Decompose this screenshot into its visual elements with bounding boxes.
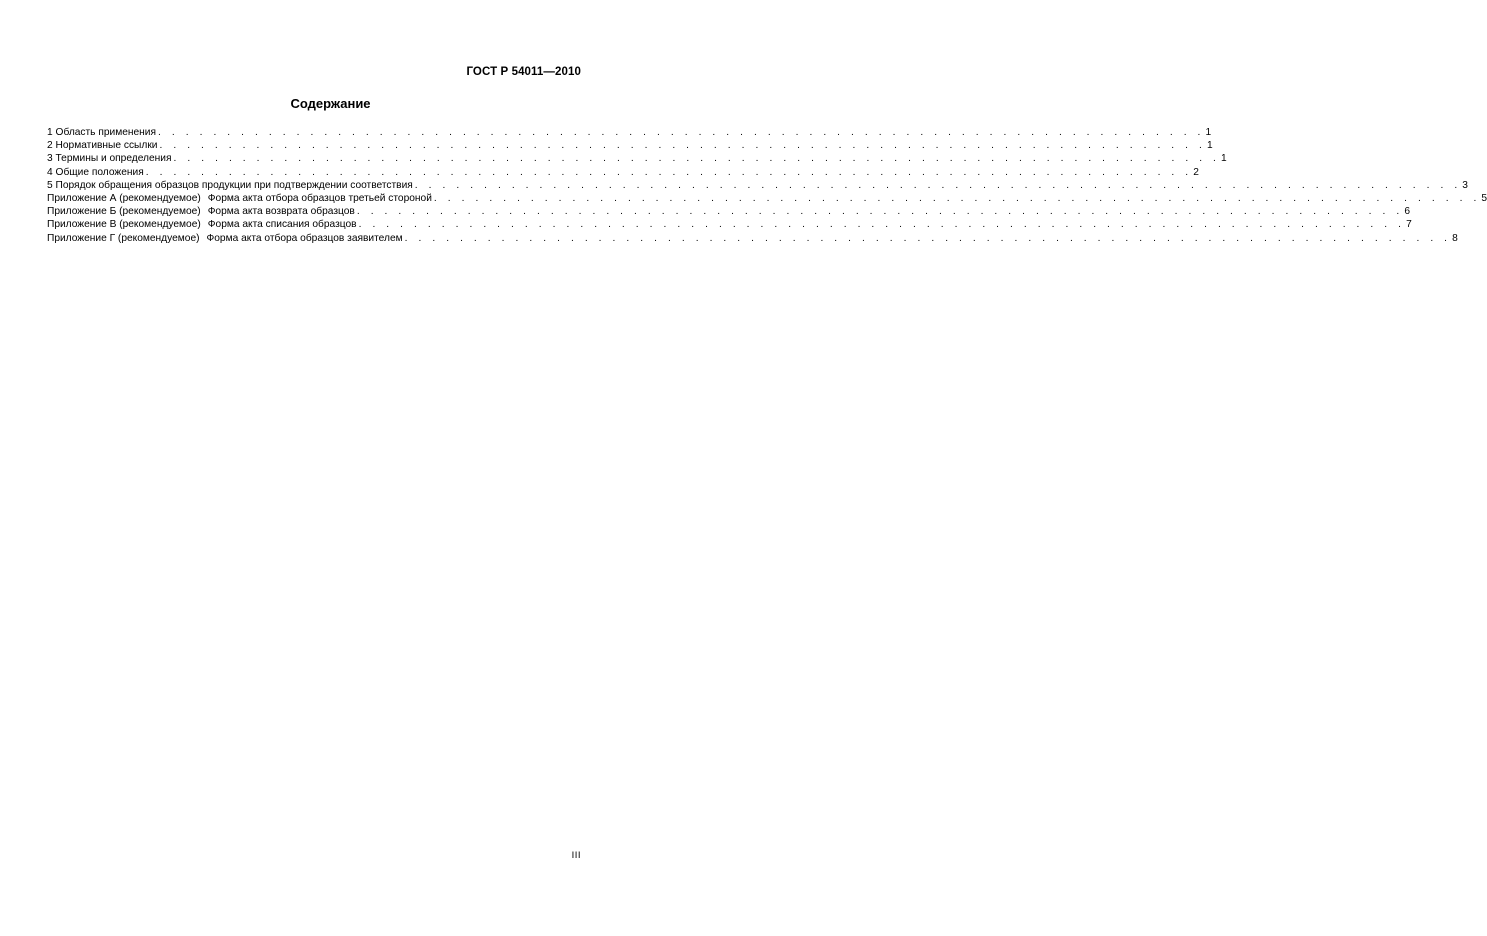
toc-entry-page: 1 [1206,140,1213,152]
toc-entry-page: 8 [1452,232,1458,244]
toc-entry-label [47,126,158,139]
toc-entry-title: Общие положения [55,166,144,178]
toc-entry-label [47,179,415,192]
toc-entry-4[interactable] [47,166,1199,179]
toc-entry-page: 2 [1193,166,1199,178]
toc-entry-number: 5 [47,179,53,191]
table-of-contents [47,126,1487,245]
toc-entry-label [47,232,405,245]
toc-leader-dots: . . . . . . . . . . . . . . . . . . . . . . . . . . . . . . . . . . . . . . . . . . . . . . . . . . . . . . . . . . . . . . . . . . . . . . . . . . . . [404,232,1452,244]
toc-leader-dots: . . . . . . . . . . . . . . . . . . . . . . . . . . . . . . . . . . . . . . . . . . . . . . . . . . . . . . . . . . . . . . . . . . . . . . . . . . . . [433,192,1481,204]
toc-appendix-label: Приложение А (рекомендуемое) [47,192,201,204]
toc-entry-label [47,218,359,231]
toc-leader-dots: . . . . . . . . . . . . . . . . . . . . . . . . . . . . . . . . . . . . . . . . . . . . . . . . . . . . . . . . . . . . . . . . . . . . . . . . . . . . [158,127,1205,138]
document-header-code: ГОСТ Р 54011—2010 [466,66,581,78]
toc-entry-title: Термины и определения [55,153,172,165]
toc-title: Содержание [290,96,371,111]
toc-entry-title: Форма акта возврата образцов [207,206,355,218]
toc-entry-appendix-a[interactable] [47,192,1487,205]
toc-appendix-label: Приложение Г (рекомендуемое) [47,232,200,244]
toc-entry-page: 7 [1406,219,1412,231]
toc-entry-page: 1 [1221,153,1227,165]
toc-leader-dots: . . . . . . . . . . . . . . . . . . . . . . . . . . . . . . . . . . . . . . . . . . . . . . . . . . . . . . . . . . . . . . . . . . . . . . . . . . . . [145,166,1193,178]
toc-entry-appendix-v[interactable] [47,218,1412,231]
toc-entry-appendix-g[interactable] [47,232,1458,245]
toc-entry-label [47,205,357,218]
toc-entry-number: 2 [47,140,53,152]
toc-entry-label [47,152,174,165]
toc-entry-page: 6 [1404,206,1410,218]
toc-leader-dots: . . . . . . . . . . . . . . . . . . . . . . . . . . . . . . . . . . . . . . . . . . . . . . . . . . . . . . . . . . . . . . . . . . . . . . . . . . . . [356,206,1404,218]
toc-appendix-label: Приложение В (рекомендуемое) [47,219,201,231]
toc-entry-title: Область применения [55,127,156,138]
toc-entry-page: 1 [1205,127,1212,138]
toc-entry-2[interactable] [47,139,1213,152]
toc-entry-title: Форма акта списания образцов [207,219,357,231]
page-number: III [571,850,581,861]
toc-entry-label [47,166,146,179]
toc-leader-dots: . . . . . . . . . . . . . . . . . . . . . . . . . . . . . . . . . . . . . . . . . . . . . . . . . . . . . . . . . . . . . . . . . . . . . . . . . . . . [173,153,1220,165]
toc-entry-number: 4 [47,166,53,178]
toc-entry-page: 5 [1481,192,1487,204]
toc-entry-title: Форма акта отбора образцов третьей стороной [207,192,432,204]
toc-leader-dots: . . . . . . . . . . . . . . . . . . . . . . . . . . . . . . . . . . . . . . . . . . . . . . . . . . . . . . . . . . . . . . . . . . . . . . . . . . . . [358,219,1406,231]
toc-entry-page: 3 [1462,179,1468,191]
toc-entry-number: 3 [47,153,53,165]
toc-entry-number: 1 [47,127,53,138]
toc-entry-title: Порядок обращения образцов продукции при подтверждении соответствия [55,179,413,191]
toc-entry-3[interactable] [47,152,1227,165]
toc-entry-5[interactable] [47,179,1468,192]
toc-entry-title: Форма акта отбора образцов заявителем [206,232,403,244]
toc-leader-dots: . . . . . . . . . . . . . . . . . . . . . . . . . . . . . . . . . . . . . . . . . . . . . . . . . . . . . . . . . . . . . . . . . . . . . . . . . . . . [159,140,1206,152]
toc-entry-label [47,139,159,152]
toc-entry-title: Нормативные ссылки [55,140,158,152]
toc-leader-dots: . . . . . . . . . . . . . . . . . . . . . . . . . . . . . . . . . . . . . . . . . . . . . . . . . . . . . . . . . . . . . . . . . . . . . . . . . . . . [414,179,1462,191]
toc-entry-label [47,192,434,205]
toc-entry-1[interactable] [47,126,1212,139]
toc-appendix-label: Приложение Б (рекомендуемое) [47,206,201,218]
toc-entry-appendix-b[interactable] [47,205,1410,218]
